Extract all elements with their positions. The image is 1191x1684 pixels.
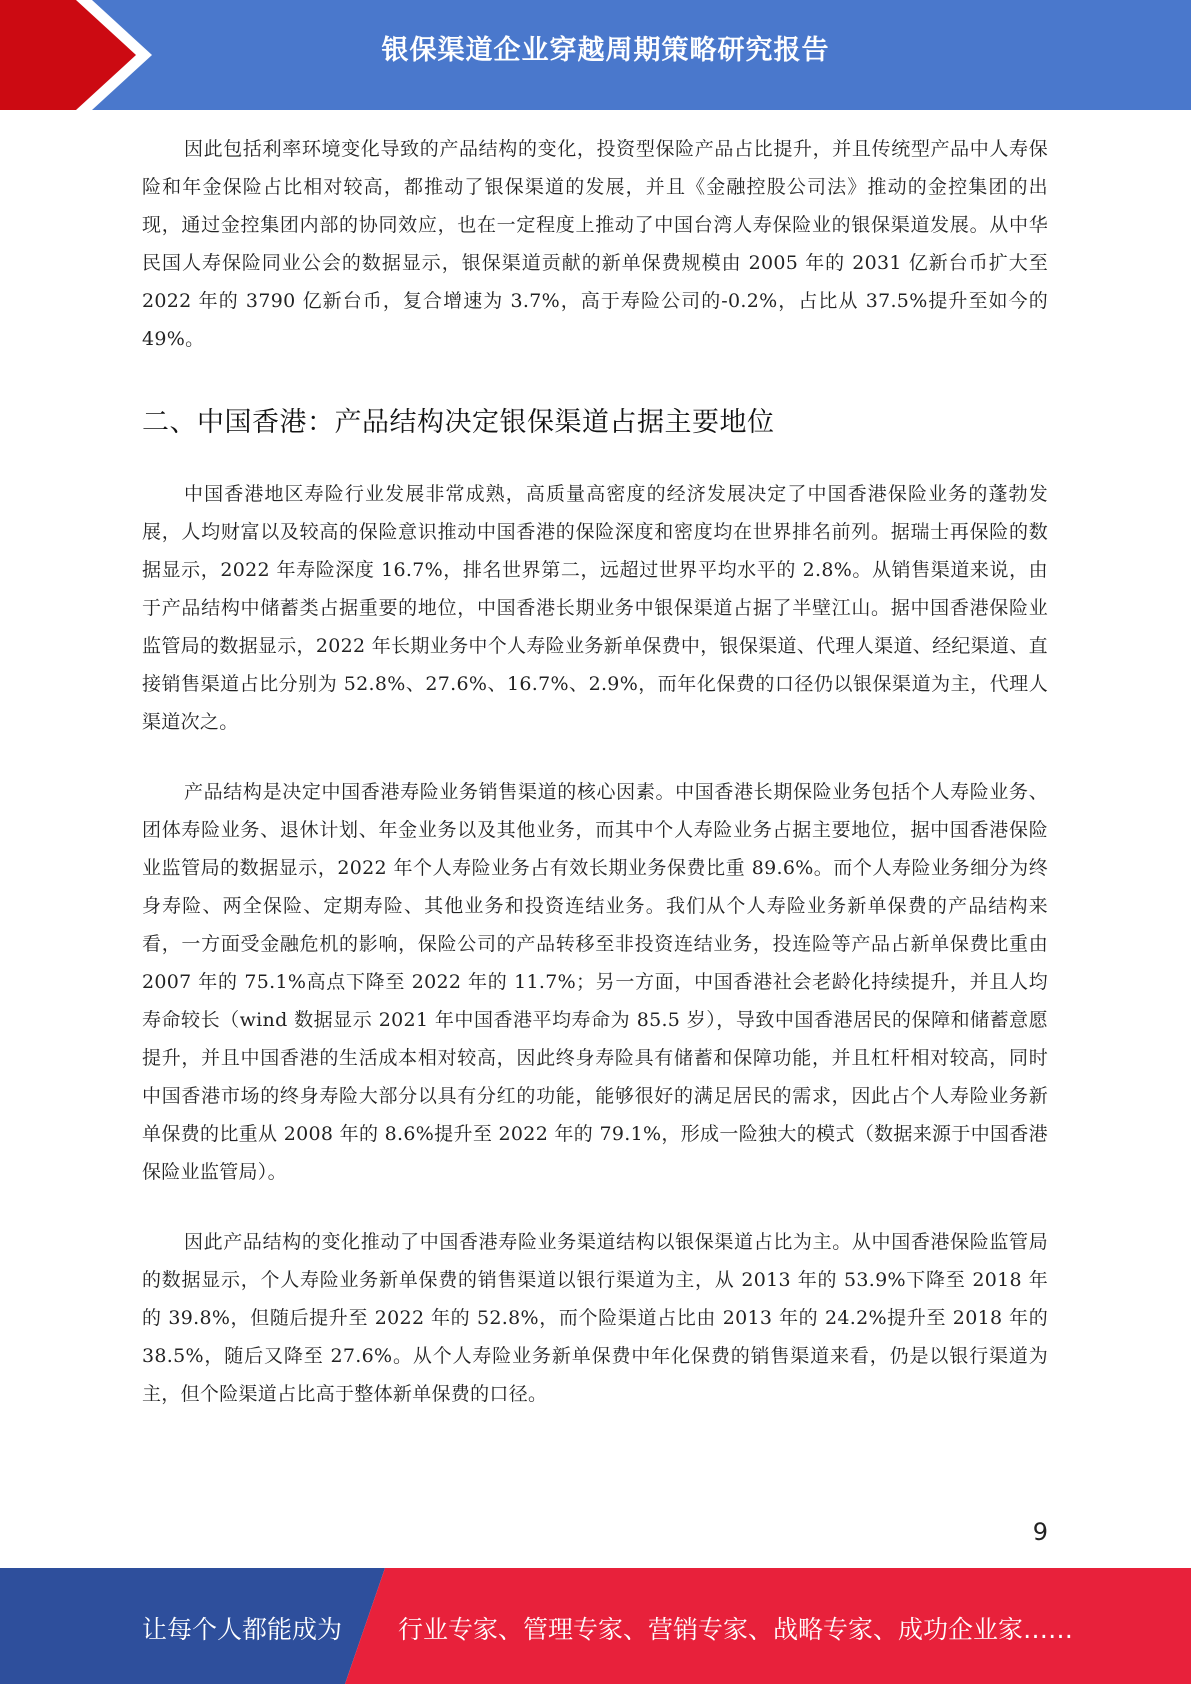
report-title: 银保渠道企业穿越周期策略研究报告 — [381, 35, 830, 66]
page-header — [0, 0, 1191, 110]
footer-slogan-left: 让每个人都能成为 — [142, 1615, 343, 1644]
page-number: 9 — [1032, 1518, 1048, 1546]
paragraph-hk-1: 中国香港地区寿险行业发展非常成熟，高质量高密度的经济发展决定了中国香港保险业务的蓬勃发展，人均财富以及较高的保险意识推动中国香港的保险深度和密度均在世界排名前列。据瑞士再保险的数据显示，2022 年寿险深度 16.7%，排名世界第二，远超过世界平均水平的 2.8%。从销售渠道来说，由于产品结构中储蓄类占据重要的地位，中国香港长期业务中银保渠道占据了半壁江山。据中国香港保险业监管局的数据显示，2022 年长期业务中个人寿险业务新单保费中，银保渠道、代理人渠道、经纪渠道、直接销售渠道占比分别为 52.8%、27.6%、16.7%、2.9%，而年化保费的口径仍以银保渠道为主，代理人渠道次之。 — [142, 483, 1048, 733]
footer-slogan-right: 行业专家、管理专家、营销专家、战略专家、成功企业家…… — [398, 1615, 1074, 1644]
main-content — [142, 130, 1048, 1413]
paragraph-hk-2: 产品结构是决定中国香港寿险业务销售渠道的核心因素。中国香港长期保险业务包括个人寿险业务、团体寿险业务、退休计划、年金业务以及其他业务，而其中个人寿险业务占据主要地位，据中国香港保险业监管局的数据显示，2022 年个人寿险业务占有效长期业务保费比重 89.6%。而个人寿险业务细分为终身寿险、两全保险、定期寿险、其他业务和投资连结业务。我们从个人寿险业务新单保费的产品结构来看，一方面受金融危机的影响，保险公司的产品转移至非投资连结业务，投连险等产品占新单保费比重由 2007 年的 75.1%高点下降至 2022 年的 11.7%；另一方面，中国香港社会老龄化持续提升，并且人均寿命较长（wind 数据显示 2021 年中国香港平均寿命为 85.5 岁），导致中国香港居民的保障和储蓄意愿提升，并且中国香港的生活成本相对较高，因此终身寿险具有储蓄和保障功能，并且杠杆相对较高，同时中国香港市场的终身寿险大部分以具有分红的功能，能够很好的满足居民的需求，因此占个人寿险业务新单保费的比重从 2008 年的 8.6%提升至 2022 年的 79.1%，形成一险独大的模式（数据来源于中国香港保险业监管局）。 — [142, 781, 1048, 1183]
paragraph-intro: 因此包括利率环境变化导致的产品结构的变化，投资型保险产品占比提升，并且传统型产品中人寿保险和年金保险占比相对较高，都推动了银保渠道的发展，并且《金融控股公司法》推动的金控集团的出现，通过金控集团内部的协同效应，也在一定程度上推动了中国台湾人寿保险业的银保渠道发展。从中华民国人寿保险同业公会的数据显示，银保渠道贡献的新单保费规模由 2005 年的 2031 亿新台币扩大至 2022 年的 3790 亿新台币，复合增速为 3.7%，高于寿险公司的-0.2%，占比从 37.5%提升至如今的 49%。 — [142, 138, 1048, 350]
section-heading: 二、中国香港：产品结构决定银保渠道占据主要地位 — [142, 407, 775, 438]
page-footer — [0, 1568, 1191, 1684]
paragraph-hk-3: 因此产品结构的变化推动了中国香港寿险业务渠道结构以银保渠道占比为主。从中国香港保险监管局的数据显示，个人寿险业务新单保费的销售渠道以银行渠道为主，从 2013 年的 53.9%下降至 2018 年的 39.8%，但随后提升至 2022 年的 52.8%，而个险渠道占比由 2013 年的 24.2%提升至 2018 年的 38.5%，随后又降至 27.6%。从个人寿险业务新单保费中年化保费的销售渠道来看，仍是以银行渠道为主，但个险渠道占比高于整体新单保费的口径。 — [142, 1231, 1048, 1405]
